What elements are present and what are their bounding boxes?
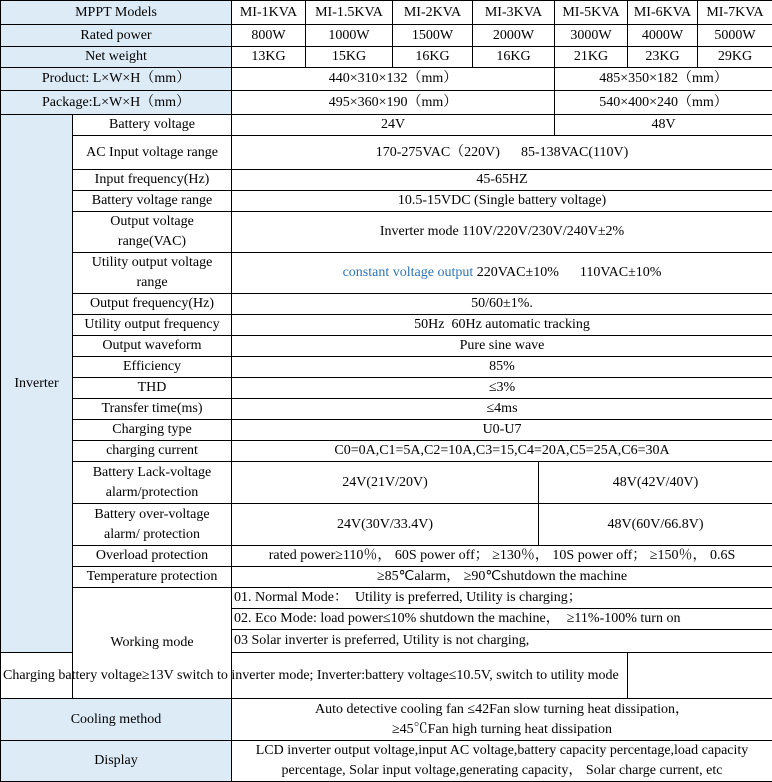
value-cell: 170-275VAC（220V) 85-138VAC(110V): [232, 136, 772, 170]
row-label: Output frequency(Hz): [73, 294, 232, 315]
value-cell: rated power≥110％， 60S power off； ≥130％， 10S power off； ≥150％， 0.6S: [232, 546, 772, 567]
value-cell: C0=0A,C1=5A,C2=10A,C3=15,C4=20A,C5=25A,C6=30A: [232, 441, 772, 462]
charging-current-row: [1, 441, 772, 462]
temperature-row: [1, 567, 772, 588]
row-label: Overload protection: [73, 546, 232, 567]
row-label: Charging type: [73, 420, 232, 441]
over-voltage-row: [1, 504, 772, 546]
utility-output-value: 220VAC±10% 110VAC±10%: [473, 265, 661, 280]
value-cell: 23KG: [628, 47, 698, 68]
value-cell: 48V(60V/66.8V): [539, 504, 772, 546]
working-mode-line: 01. Normal Mode： Utility is preferred, Utility is charging；: [232, 588, 772, 609]
rated-power-row: [1, 25, 772, 47]
display-row: [1, 741, 772, 782]
row-label: Battery over-voltage alarm/ protection: [73, 504, 232, 546]
output-voltage-row: [1, 212, 772, 253]
working-mode-line: 02. Eco Mode: load power≤10% shutdown the machine， ≥11%-100% turn on: [232, 609, 772, 630]
value-cell: 24V: [232, 115, 555, 136]
row-label: Transfer time(ms): [73, 399, 232, 420]
row-label: Output voltage range(VAC): [73, 212, 232, 253]
value-cell: 24V(30V/33.4V): [232, 504, 539, 546]
value-cell: 21KG: [555, 47, 628, 68]
waveform-row: [1, 336, 772, 357]
models-row: [1, 1, 772, 25]
working-mode-row: [1, 653, 772, 699]
value-cell: [232, 253, 772, 294]
model-cell: MI-6KVA: [628, 1, 698, 25]
lack-voltage-row: [1, 462, 772, 504]
model-cell: MI-1.5KVA: [306, 1, 393, 25]
value-cell: LCD inverter output voltage,input AC voltage,battery capacity percentage,load capacity percentage, Solar input voltage,generating capacity， Solar charge current, etc: [232, 741, 772, 782]
package-row: [1, 91, 772, 115]
value-cell: 495×360×190（mm）: [232, 91, 555, 115]
value-cell: Auto detective cooling fan ≤42Fan slow turning heat dissipation， ≥45℃Fan high turning heat dissipation: [232, 699, 772, 741]
utility-frequency-row: [1, 315, 772, 336]
value-cell: 1500W: [393, 25, 473, 47]
value-cell: 3000W: [555, 25, 628, 47]
value-cell: 800W: [232, 25, 306, 47]
net-weight-label: Net weight: [1, 47, 232, 68]
utility-output-row: [1, 253, 772, 294]
working-mode-line: 03 Solar inverter is preferred, Utility is not charging,: [232, 630, 772, 653]
efficiency-row: [1, 357, 772, 378]
model-cell: MI-3KVA: [473, 1, 555, 25]
model-cell: MI-5KVA: [555, 1, 628, 25]
value-cell: 50Hz 60Hz automatic tracking: [232, 315, 772, 336]
row-label: Output waveform: [73, 336, 232, 357]
row-label: Working mode: [73, 588, 232, 699]
value-cell: 1000W: [306, 25, 393, 47]
row-label: charging current: [73, 441, 232, 462]
value-cell: 2000W: [473, 25, 555, 47]
ac-input-row: [1, 136, 772, 170]
value-cell: 16KG: [473, 47, 555, 68]
row-label: AC Input voltage range: [73, 136, 232, 170]
value-cell: 29KG: [698, 47, 772, 68]
value-cell: 16KG: [393, 47, 473, 68]
row-label: THD: [73, 378, 232, 399]
rated-power-label: Rated power: [1, 25, 232, 47]
constant-voltage-prefix: constant voltage output: [343, 265, 474, 280]
value-cell: 440×310×132（mm）: [232, 68, 555, 91]
working-mode-line: Charging battery voltage≥13V switch to inverter mode; Inverter:battery voltage≤10.5V, switch to utility mode: [1, 653, 628, 699]
row-label: Utility output voltage range: [73, 253, 232, 294]
product-label: Product: L×W×H（mm）: [1, 68, 232, 91]
value-cell: U0-U7: [232, 420, 772, 441]
value-cell: ≤3%: [232, 378, 772, 399]
display-label: Display: [1, 741, 232, 782]
value-cell: Inverter mode 110V/220V/230V/240V±2%: [232, 212, 772, 253]
working-mode-row: [1, 588, 772, 609]
value-cell: 4000W: [628, 25, 698, 47]
net-weight-row: [1, 47, 772, 68]
value-cell: 10.5-15VDC (Single battery voltage): [232, 191, 772, 212]
row-label: Efficiency: [73, 357, 232, 378]
models-label: MPPT Models: [1, 1, 232, 25]
thd-row: [1, 378, 772, 399]
row-label: Utility output frequency: [73, 315, 232, 336]
row-label: Battery voltage range: [73, 191, 232, 212]
value-cell: 50/60±1%.: [232, 294, 772, 315]
package-label: Package:L×W×H（mm）: [1, 91, 232, 115]
value-cell: 15KG: [306, 47, 393, 68]
value-cell: 540×400×240（mm）: [555, 91, 772, 115]
inverter-label: Inverter: [1, 115, 73, 653]
cooling-label: Cooling method: [1, 699, 232, 741]
value-cell: 48V(42V/40V): [539, 462, 772, 504]
row-label: Battery Lack-voltage alarm/protection: [73, 462, 232, 504]
model-cell: MI-7KVA: [698, 1, 772, 25]
value-cell: ≤4ms: [232, 399, 772, 420]
value-cell: 5000W: [698, 25, 772, 47]
transfer-time-row: [1, 399, 772, 420]
cooling-row: [1, 699, 772, 741]
output-frequency-row: [1, 294, 772, 315]
value-cell: 85%: [232, 357, 772, 378]
row-label: Temperature protection: [73, 567, 232, 588]
value-cell: 485×350×182（mm）: [555, 68, 772, 91]
row-label: Input frequency(Hz): [73, 170, 232, 191]
value-cell: 24V(21V/20V): [232, 462, 539, 504]
overload-row: [1, 546, 772, 567]
input-frequency-row: [1, 170, 772, 191]
battery-voltage-row: [1, 115, 772, 136]
charging-type-row: [1, 420, 772, 441]
battery-range-row: [1, 191, 772, 212]
value-cell: ≥85℃alarm， ≥90℃shutdown the machine: [232, 567, 772, 588]
product-row: [1, 68, 772, 91]
value-cell: 45-65HZ: [232, 170, 772, 191]
value-cell: 48V: [555, 115, 772, 136]
value-cell: Pure sine wave: [232, 336, 772, 357]
value-cell: 13KG: [232, 47, 306, 68]
model-cell: MI-1KVA: [232, 1, 306, 25]
model-cell: MI-2KVA: [393, 1, 473, 25]
row-label: Battery voltage: [73, 115, 232, 136]
